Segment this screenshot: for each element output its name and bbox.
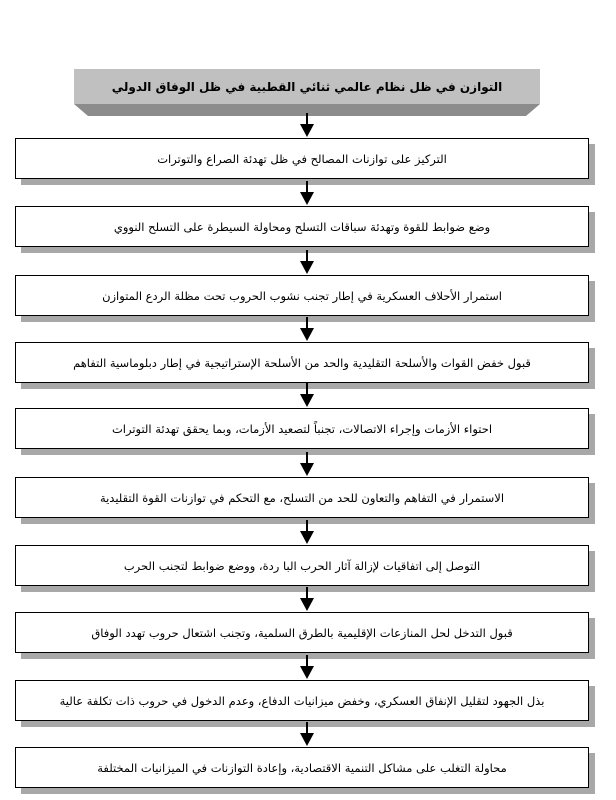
flow-step-4: قبول خفض القوات والأسلحة التقليدية والحد من الأسلحة الإستراتيجية في إطار دبلوماسية التفاهم — [15, 342, 589, 383]
flow-arrow — [300, 655, 314, 679]
flow-arrow — [300, 250, 314, 274]
flow-step-7: التوصل إلى اتفاقيات لإزالة آثار الحرب البا ردة، ووضع ضوابط لتجنب الحرب — [15, 545, 589, 586]
flow-arrow — [300, 181, 314, 205]
flow-step-5: احتواء الأزمات وإجراء الاتصالات، تجنباً لتصعيد الأزمات، وبما يحقق تهدئة التوترات — [15, 408, 589, 449]
flow-step-1: التركيز على توازنات المصالح في ظل تهدئة الصراع والتوترات — [15, 138, 589, 179]
flow-step-10: محاولة التغلب على مشاكل التنمية الاقتصادية، وإعادة التوازنات في الميزانيات المختلفة — [15, 747, 589, 788]
flow-step-3: استمرار الأحلاف العسكرية في إطار تجنب نشوب الحروب تحت مظلة الردع المتوازن — [15, 275, 589, 316]
flow-arrow — [300, 383, 314, 407]
flow-arrow — [300, 113, 314, 137]
flow-arrow — [300, 520, 314, 544]
flow-arrow — [300, 452, 314, 476]
flow-step-9: بذل الجهود لتقليل الإنفاق العسكري، وخفض ميزانيات الدفاع، وعدم الدخول في حروب ذات تكلفة عالية — [15, 680, 589, 721]
flow-arrow — [300, 587, 314, 611]
flow-step-2: وضع ضوابط للقوة وتهدئة سباقات التسلح ومحاولة السيطرة على التسلح النووي — [15, 206, 589, 247]
flow-arrow — [300, 317, 314, 341]
flow-arrow — [300, 722, 314, 746]
flowchart-title: التوازن في ظل نظام عالمي ثنائي القطبية في ظل الوفاق الدولي — [74, 69, 540, 104]
flow-step-8: قبول التدخل لحل المنازعات الإقليمية بالطرق السلمية، وتجنب اشتعال حروب تهدد الوفاق — [15, 612, 589, 653]
flow-step-6: الاستمرار في التفاهم والتعاون للحد من التسلح، مع التحكم في توازنات القوة التقليدية — [15, 477, 589, 518]
